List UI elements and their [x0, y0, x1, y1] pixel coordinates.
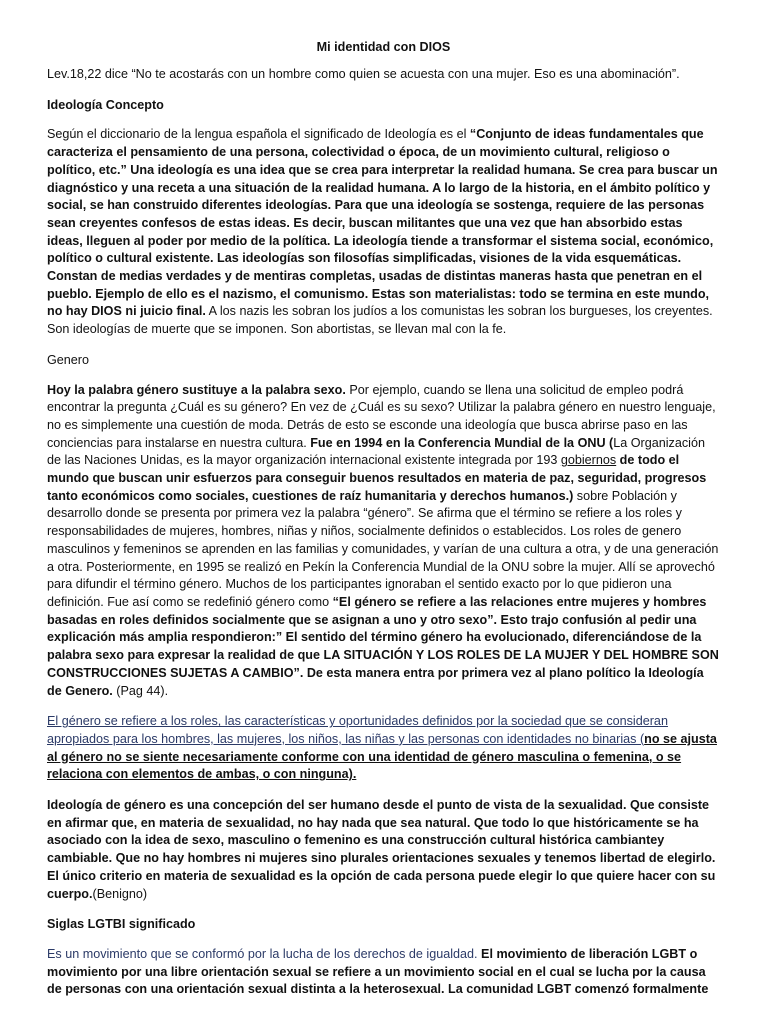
- definition-quote: “Conjunto de ideas fundamentales que caracteriza el pensamiento de una persona, colectividad o época, de un movimiento cultural, religioso o político, etc.”: [47, 127, 704, 177]
- text-span: Es un movimiento que se conformó por la lucha de los derechos de igualdad.: [47, 946, 478, 961]
- text-span: de todo el mundo que buscan unir esfuerzos para conseguir buenos resultados en materia de paz, seguridad, progresos tanto económicos como sociales, cuestiones de raíz humanitaria y derechos humanos.): [47, 453, 707, 503]
- text-span: Según el diccionario de la lengua española el significado de Ideología es el: [47, 127, 470, 142]
- text-span: “El género se refiere a las relaciones entre mujeres y hombres basadas en roles definidos socialmente que se asignan a uno y otro sexo”. Esto trajo confusión al pedir una explicación más amplia respondieron:” El sentido del término género ha evolucionado, diferenciándose de la palabra sexo para expresar la realidad de que LA SITUACIÓN Y LOS ROLES DE LA MUJER Y DEL HOMBRE SON CONSTRUCCIONES SUJETAS A CAMBIO”. De esta manera entra por primera vez al plano político la Ideología de Genero.: [47, 594, 719, 698]
- text-span: (Pag 44).: [112, 683, 169, 698]
- text-span: Ideología de género es una concepción del ser humano desde el punto de vista de la sexualidad. Que consiste en afirmar que, en materia de sexualidad, no hay nada que sea natural. Que todo lo que históricamente se ha asociado con la idea de sexo, masculino o femenino es una construcción cultural histórica cambiantey cambiable. Que no hay hombres ni mujeres sino plurales orientaciones sexuales y tenemos libertad de elegirlo. El único criterio en materia de sexualidad es la opción de cada persona puede elegir lo que quiere hacer con su cuerpo.: [47, 798, 716, 901]
- paragraph-genero: [47, 382, 720, 701]
- text-span: Fue en 1994 en la Conferencia Mundial de la ONU (: [310, 435, 614, 450]
- heading-genero: Genero: [47, 352, 90, 367]
- text-span: A los nazis les sobran los judíos a los comunistas les sobran los burgueses, los creyentes. Son ideologías de muerte que se imponen. Son abortistas, se llevan mal con la fe.: [47, 304, 713, 337]
- text-span: Las ideologías son filosofías simplificadas, visiones de la vida esquemáticas. Constan de medias verdades y de mentiras completas, usadas de distintas maneras hasta que penetran en el pueblo. Ejemplo de ello es el nazismo, el comunismo. Estas son materialistas: todo se termina en este mundo, no hay DIOS ni juicio final.: [47, 251, 710, 319]
- gobiernos-link[interactable]: gobiernos: [560, 453, 617, 468]
- paragraph-definicion: [47, 713, 720, 784]
- heading-siglas: Siglas LGTBI significado: [47, 917, 196, 932]
- bible-verse: Lev.18,22 dice “No te acostarás con un hombre como quien se acuesta con una mujer. Eso es una abominación”.: [47, 67, 680, 81]
- paragraph-ideologia: [47, 126, 720, 338]
- text-span: El género se refiere a los roles, las características y oportunidades definidos por la sociedad que se consideran apropiados para los hombres, las mujeres, los niños, las niñas y las personas con identidades no binarias (: [47, 714, 668, 746]
- paragraph-ideologia-genero: [47, 797, 720, 903]
- citation: (Benigno): [92, 886, 148, 901]
- text-span: Una ideología es una idea que se crea para interpretar la realidad humana. Se crea para buscar un diagnóstico y una receta a una situación de la realidad humana. A lo largo de la historia, en el ámbito político y social, se han construido diferentes ideologías. Para que una ideología se sostenga, requiere de las personas sean creyentes confesos de estas ideas. Es decir, buscan militantes que una vez que han absorbido estas ideas, lleguen al poder por medio de la política. La ideología tiende a transformar el sistema social, económico, político o cultural existente.: [47, 162, 718, 266]
- document-title: Mi identidad con DIOS: [316, 40, 451, 54]
- text-span: Posteriormente, en 1995 se realizó en Pekín la Conferencia Mundial de la ONU sobre la mujer. Allí se aprovechó para difundir el término género. Muchos de los participantes ignoraban el sentido exacto por lo que pidieron una definición. Fue así como se redefinió género como: [47, 559, 715, 609]
- text-span: sobre Población y desarrollo donde se presenta por primera vez la palabra “género”. Se afirma que el término se refiere a los roles y responsabilidades de mujeres, hombres, niñas y niños, socialmente definidos o establecidos.: [47, 488, 682, 539]
- text-span: La Organización de las Naciones Unidas, es la mayor organización internacional existente integrada por 193: [47, 435, 705, 468]
- text-span: Por ejemplo, cuando se llena una solicitud de empleo podrá encontrar la pregunta ¿Cuál es su género? En vez de ¿Cuál es su sexo? Utilizar la palabra género en nuestro lenguaje, no es simplemente una cuestión de moda. Detrás de esto se esconde una ideología que busca abrirse paso en las conciencias para instalarse en nuestra cultura.: [47, 382, 716, 450]
- heading-ideologia: Ideología Concepto: [47, 97, 164, 112]
- text-span: movimiento de liberación LGBT: [496, 946, 687, 961]
- paragraph-siglas: [47, 946, 720, 999]
- text-span: Los roles de genero masculinos y femeninos se aprenden en las familias y comunidades, y varían de una cultura a otra, y de una generación a otra.: [47, 524, 719, 574]
- text-span: Hoy la palabra género sustituye a la palabra sexo.: [47, 382, 346, 397]
- text-span: El: [477, 946, 497, 961]
- text-span: o movimiento por una libre orientación sexual se refiere a un movimiento social en el cual se lucha por la causa de personas con una orientación sexual distinta a la heterosexual. La comunidad LGBT comenzó formalmente: [47, 946, 709, 997]
- text-span: no se ajusta al género no se siente necesariamente conforme con una identidad de género masculina o femenina, o se relaciona con elementos de ambas, o con ninguna).: [47, 731, 717, 782]
